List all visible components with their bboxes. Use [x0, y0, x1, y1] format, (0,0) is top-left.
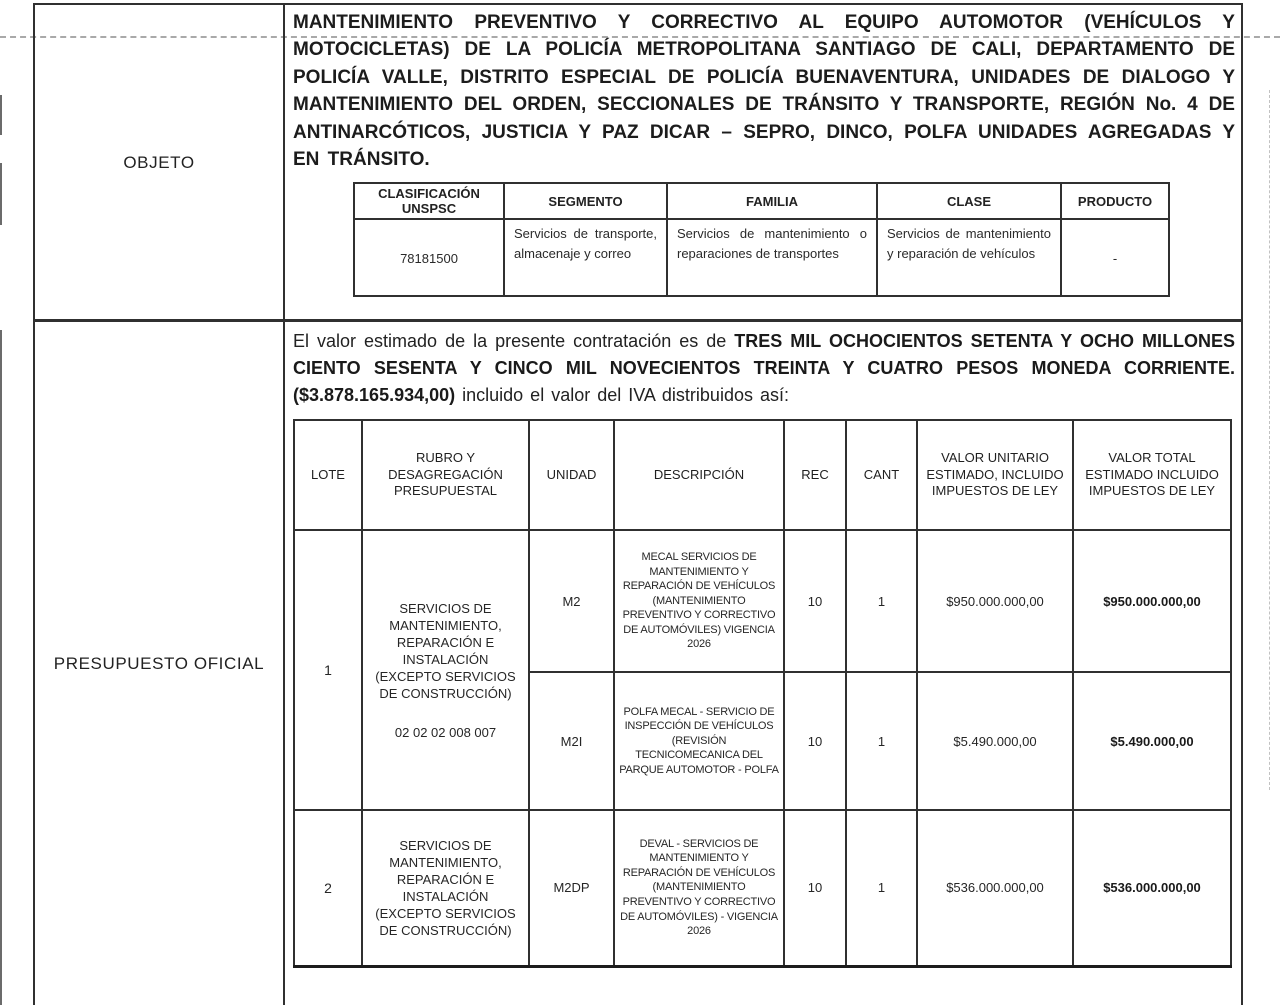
unspsc-table — [353, 182, 1170, 297]
objeto-content — [285, 5, 1241, 319]
budget-cell-valor-unitario-m2i: $5.490.000,00 — [917, 672, 1073, 810]
budget-row-lote1-item1 — [294, 530, 1231, 672]
rubro1-codigo: 02 02 02 008 007 — [394, 724, 497, 740]
budget-cell-rec-m2: 10 — [784, 530, 846, 672]
budget-header-valor-unitario: VALOR UNITARIO ESTIMADO, INCLUIDO IMPUESTOS DE LEY — [917, 420, 1073, 530]
budget-header-rubro: RUBRO Y DESAGREGACIÓN PRESUPUESTAL — [362, 420, 529, 530]
scan-left-mark — [0, 330, 2, 1005]
unspsc-cell-clasificacion: 78181500 — [354, 219, 504, 296]
budget-cell-valor-unitario-m2: $950.000.000,00 — [917, 530, 1073, 672]
intro-suffix: incluido el valor del IVA distribuidos así: — [455, 385, 789, 405]
unspsc-cell-familia: Servicios de mantenimiento o reparaciones de transportes — [667, 219, 877, 296]
budget-cell-unidad-m2: M2 — [529, 530, 614, 672]
rubro1-text: SERVICIOS DE MANTENIMIENTO, REPARACIÓN E INSTALACIÓN (EXCEPTO SERVICIOS DE CONSTRUCCIÓN) — [375, 600, 516, 701]
budget-cell-valor-total-m2dp: $536.000.000,00 — [1073, 810, 1231, 966]
unspsc-header-clasificacion: CLASIFICACIÓN UNSPSC — [354, 183, 504, 219]
scan-page-edge-line — [1269, 90, 1270, 790]
budget-table — [293, 419, 1232, 968]
budget-cell-cant-m2dp: 1 — [846, 810, 917, 966]
scan-left-mark — [0, 163, 2, 225]
budget-cell-valor-unitario-m2dp: $536.000.000,00 — [917, 810, 1073, 966]
budget-header-rec: REC — [784, 420, 846, 530]
document-table — [33, 3, 1243, 1005]
budget-cell-cant-m2: 1 — [846, 530, 917, 672]
unspsc-data-row — [354, 219, 1169, 296]
budget-cell-descripcion-m2dp: DEVAL - SERVICIOS DE MANTENIMIENTO Y REPARACIÓN DE VEHÍCULOS (MANTENIMIENTO PREVENTIVO Y CORRECTIVO DE AUTOMÓVILES) - VIGENCIA 2026 — [614, 810, 784, 966]
objeto-row — [35, 5, 1241, 322]
unspsc-header-producto: PRODUCTO — [1061, 183, 1169, 219]
unspsc-cell-segmento: Servicios de transporte, almacenaje y correo — [504, 219, 667, 296]
budget-cell-rubro1 — [362, 530, 529, 810]
unspsc-header-row — [354, 183, 1169, 219]
budget-row-lote2-item1 — [294, 810, 1231, 966]
budget-cell-cant-m2i: 1 — [846, 672, 917, 810]
unspsc-header-segmento: SEGMENTO — [504, 183, 667, 219]
intro-amount: TRES MIL OCHOCIENTOS SETENTA Y OCHO MILLONES CIENTO SESENTA Y CINCO MIL NOVECIENTOS TREINTA Y CUATRO PESOS MONEDA CORRIENTE. ($3.878.165.934,00) — [293, 331, 1235, 405]
objeto-label: OBJETO — [35, 5, 285, 319]
budget-cell-valor-total-m2i: $5.490.000,00 — [1073, 672, 1231, 810]
presupuesto-label: PRESUPUESTO OFICIAL — [35, 322, 285, 1005]
scan-left-mark — [0, 95, 2, 135]
unspsc-cell-producto: - — [1061, 219, 1169, 296]
presupuesto-content — [285, 322, 1241, 1005]
budget-header-cant: CANT — [846, 420, 917, 530]
presupuesto-intro — [293, 328, 1235, 409]
budget-cell-valor-total-m2: $950.000.000,00 — [1073, 530, 1231, 672]
budget-cell-rec-m2i: 10 — [784, 672, 846, 810]
unspsc-cell-clase: Servicios de mantenimiento y reparación de vehículos — [877, 219, 1061, 296]
budget-header-lote: LOTE — [294, 420, 362, 530]
budget-header-valor-total: VALOR TOTAL ESTIMADO INCLUIDO IMPUESTOS DE LEY — [1073, 420, 1231, 530]
budget-cell-unidad-m2i: M2I — [529, 672, 614, 810]
budget-cell-lote1: 1 — [294, 530, 362, 810]
budget-cell-lote2: 2 — [294, 810, 362, 966]
budget-header-descripcion: DESCRIPCIÓN — [614, 420, 784, 530]
budget-cell-rec-m2dp: 10 — [784, 810, 846, 966]
budget-cell-unidad-m2dp: M2DP — [529, 810, 614, 966]
objeto-text: MANTENIMIENTO PREVENTIVO Y CORRECTIVO AL EQUIPO AUTOMOTOR (VEHÍCULOS Y MOTOCICLETAS) DE LA POLICÍA METROPOLITANA SANTIAGO DE CALI, DEPARTAMENTO DE POLICÍA VALLE, DISTRITO ESPECIAL DE POLICÍA BUENAVENTURA, UNIDADES DE DIALOGO Y MANTENIMIENTO DEL ORDEN, SECCIONALES DE TRÁNSITO Y TRANSPORTE, REGIÓN No. 4 DE ANTINARCÓTICOS, JUSTICIA Y PAZ DICAR – SEPRO, DINCO, POLFA UNIDADES AGREGADAS Y EN TRÁNSITO. — [293, 12, 1235, 171]
presupuesto-row — [35, 322, 1241, 1005]
budget-cell-descripcion-m2i: POLFA MECAL - SERVICIO DE INSPECCIÓN DE VEHÍCULOS (REVISIÓN TECNICOMECANICA DEL PARQUE AUTOMOTOR - POLFA — [614, 672, 784, 810]
budget-cell-rubro2: SERVICIOS DE MANTENIMIENTO, REPARACIÓN E INSTALACIÓN (EXCEPTO SERVICIOS DE CONSTRUCCIÓN) — [362, 810, 529, 966]
budget-cell-descripcion-m2: MECAL SERVICIOS DE MANTENIMIENTO Y REPARACIÓN DE VEHÍCULOS (MANTENIMIENTO PREVENTIVO Y CORRECTIVO DE AUTOMÓVILES) VIGENCIA 2026 — [614, 530, 784, 672]
budget-header-unidad: UNIDAD — [529, 420, 614, 530]
unspsc-header-clase: CLASE — [877, 183, 1061, 219]
budget-header-row — [294, 420, 1231, 530]
intro-prefix: El valor estimado de la presente contratación es de — [293, 331, 735, 351]
unspsc-header-familia: FAMILIA — [667, 183, 877, 219]
